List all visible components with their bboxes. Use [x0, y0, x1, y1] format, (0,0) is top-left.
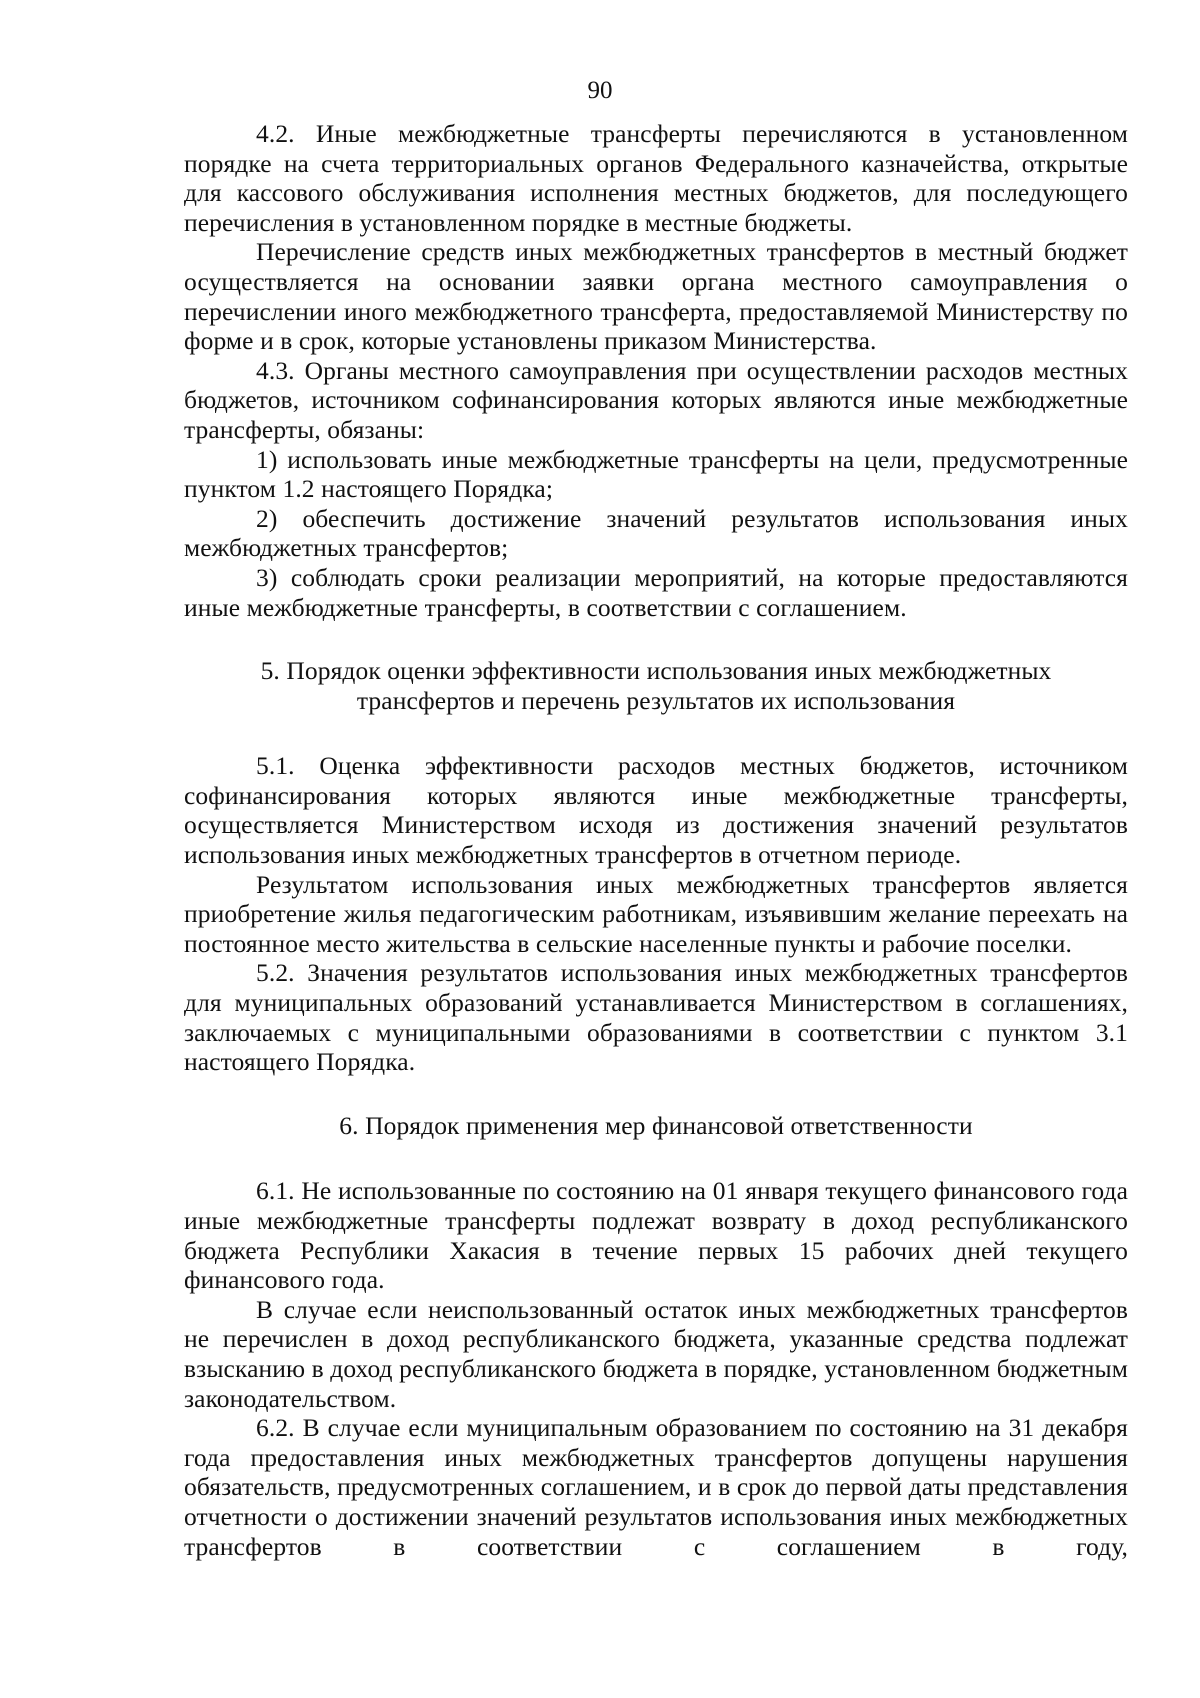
paragraph: 3) соблюдать сроки реализации мероприятий, на которые предоставляются иные межбюджетные трансферты, в соответствии с соглашением. [184, 562, 1128, 622]
paragraph: 6.2. В случае если муниципальным образованием по состоянию на 31 декабря года предоставления иных межбюджетных трансфертов допущены нарушения обязательств, предусмотренных соглашением, и в срок до первой даты представления отчетности о достижении значений результатов использования иных межбюджетных трансфертов в соответствии с соглашением в году, [184, 1413, 1128, 1561]
paragraph: 4.3. Органы местного самоуправления при осуществлении расходов местных бюджетов, источником софинансирования которых являются иные межбюджетные трансферты, обязаны: [184, 355, 1128, 444]
paragraph: Результатом использования иных межбюджетных трансфертов является приобретение жилья педагогическим работникам, изъявившим желание переехать на постоянное место жительства в сельские населенные пункты и рабочие поселки. [184, 869, 1128, 958]
section-heading: 6. Порядок применения мер финансовой ответственности [339, 1110, 973, 1140]
paragraph: Перечисление средств иных межбюджетных трансфертов в местный бюджет осуществляется на основании заявки органа местного самоуправления о перечислении иного межбюджетного трансферта, предоставляемой Министерству по форме и в срок, которые установлены приказом Министерства. [184, 237, 1128, 356]
document-body [184, 119, 1128, 1561]
paragraph: 1) использовать иные межбюджетные трансферты на цели, предусмотренные пунктом 1.2 настоящего Порядка; [184, 444, 1128, 504]
paragraph: 6.1. Не использованные по состоянию на 01 января текущего финансового года иные межбюджетные трансферты подлежат возврату в доход республиканского бюджета Республики Хакасия в течение первых 15 рабочих дней текущего финансового года. [184, 1176, 1128, 1295]
page-number: 90 [587, 77, 613, 104]
paragraph: 2) обеспечить достижение значений результатов использования иных межбюджетных трансфертов; [184, 503, 1128, 563]
section-heading: 5. Порядок оценки эффективности использования иных межбюджетных трансфертов и перечень результатов их использования [260, 656, 1052, 715]
paragraph: В случае если неиспользованный остаток иных межбюджетных трансфертов не перечислен в доход республиканского бюджета, указанные средства подлежат взысканию в доход республиканского бюджета в порядке, установленном бюджетным законодательством. [184, 1294, 1128, 1413]
paragraph: 5.1. Оценка эффективности расходов местных бюджетов, источником софинансирования которых являются иные межбюджетные трансферты, осуществляется Министерством исходя из достижения значений результатов использования иных межбюджетных трансфертов в отчетном периоде. [184, 751, 1128, 870]
paragraph: 4.2. Иные межбюджетные трансферты перечисляются в установленном порядке на счета территориальных органов Федерального казначейства, открытые для кассового обслуживания исполнения местных бюджетов, для последующего перечисления в установленном порядке в местные бюджеты. [184, 119, 1128, 237]
paragraph: 5.2. Значения результатов использования иных межбюджетных трансфертов для муниципальных образований устанавливается Министерством в соглашениях, заключаемых с муниципальными образованиями в соответствии с пунктом 3.1 настоящего Порядка. [184, 958, 1128, 1077]
